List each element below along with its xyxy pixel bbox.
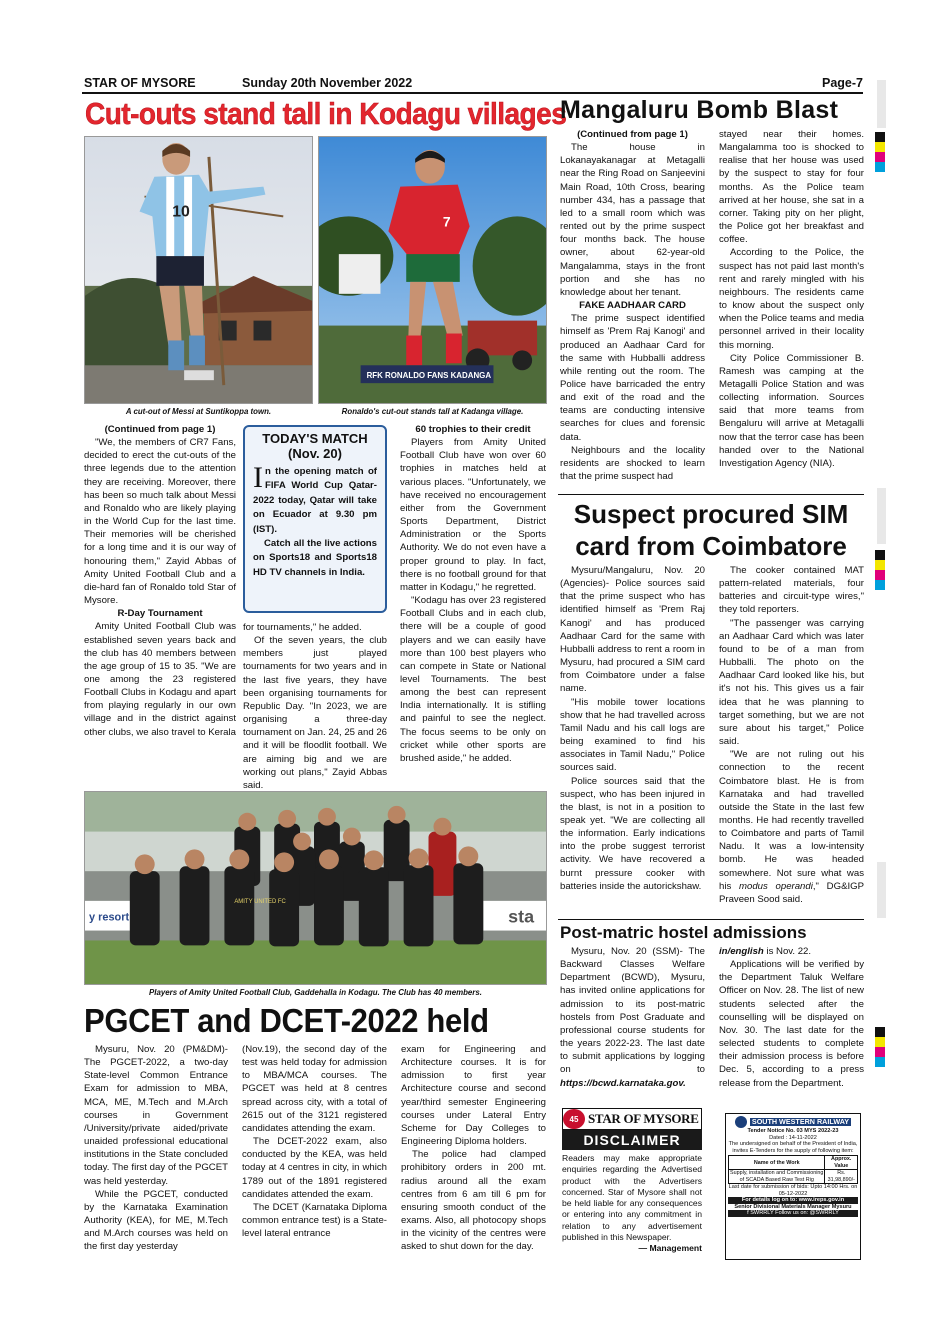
disclaimer-title: DISCLAIMER: [562, 1130, 702, 1150]
drop-cap: I: [253, 461, 263, 494]
cutouts-paragraph: Of the seven years, the club members just played tournaments for two years and in the last five years, they have been organising tournaments for Republic Day. "In 2023, we are organising a three-day tournament on Jan. 24, 25 and 26 and it will be floodlit football. We are aiming big and we are working out plans," Zayid Abbas said.: [243, 635, 388, 791]
tender-signatory: Senior Divisional Materials Manager Mysuru: [734, 1203, 852, 1210]
bomb-paragraph: The prime suspect identified himself as 'Prem Raj Kanogi' and produced an Aadhaar Card for the same with Hubballi address while renting out the room. The Police have barricaded the entry and exit of the road and the teams are conducting intensive searches for clues and forensic data.: [560, 313, 705, 443]
header-rule: [82, 92, 863, 94]
hostel-text: is Nov. 22.: [763, 946, 812, 957]
cutouts-column-2: [243, 621, 387, 792]
team-photo: [84, 791, 547, 985]
pgcet-paragraph: While the PGCET, conducted by the Karnataka Examination Authority (KEA), for ME, M.Tech and M.Arch courses was held on the first day yesterday: [84, 1188, 228, 1253]
divider: [558, 919, 864, 920]
hostel-headline: Post-matric hostel admissions: [560, 923, 807, 942]
tender-date: Dated : 14-11-2022: [769, 1134, 817, 1141]
pgcet-paragraph: The DCET (Karnataka Diploma common entrance test) is a State-level lateral entrance: [242, 1201, 387, 1240]
bomb-paragraph: stayed near their homes. Mangalamma too is shocked to realise that her house was used by the suspect to stay for four months. As the Police team arrived at her house, she sat in a corner. Taking pity on her plight, the Police got her breakfast and coffee.: [719, 129, 864, 246]
messi-cutout-photo: [84, 136, 313, 404]
issue-date: Sunday 20th November 2022: [242, 76, 413, 90]
cutouts-paragraph: "Kodagu has over 23 registered Football Clubs and in each club, there will be a couple of good players and we can easily have more than 100 best players who can compete in State or National level Tournaments. The best among the best can represent India internationally. It is stifling and painful to see the neglect. The focus seems to be only on cricket while other sports are brushed aside," he added.: [400, 595, 546, 764]
cutouts-column-3: [400, 423, 546, 765]
pgcet-paragraph: The DCET-2022 exam, also conducted by the KEA, was held today at 4 centres in city, in which 1789 out of the 1891 registered candidates attended the exam.: [242, 1136, 387, 1200]
print-margin-strip: [877, 488, 886, 544]
subhead-trophies: 60 trophies to their credit: [415, 424, 531, 435]
cutouts-headline: Cut-outs stand tall in Kodagu villages: [85, 96, 567, 131]
page-number: Page-7: [822, 76, 863, 90]
subhead-rday: R-Day Tournament: [117, 608, 203, 620]
divider: [558, 494, 864, 495]
svg-text:10: 10: [172, 203, 190, 221]
sim-headline-line-1: Suspect procured SIM: [573, 499, 849, 529]
bomb-paragraph: The house in Lokanayakanagar at Metagalli near the Ring Road on Sanjeevini Main Road, 10th Cross, bearing number 434, has a passage that led to a small room which was rented out by the prime suspect four months back. The house owner, about 62-year-old Mangalamma, stays in the front portion and she has no knowledge about her tenant.: [560, 142, 705, 298]
hostel-text: Mysuru, Nov. 20 (SSM)- The Backward Classes Welfare Department (BCWD), Mysuru, has invited online applications for admission to its post-matric hostels from Post Graduate and professional course students for the years 2022-23. The last date to submit applications by logging on to: [560, 946, 705, 1076]
color-registration-marks: [875, 132, 885, 172]
sim-italic: modus operandi: [739, 880, 813, 892]
pgcet-paragraph: exam for Engineering and Architecture courses. It is for admission to first year Architecture course and second year/third semester Engineering courses under Lateral Entry Scheme for Day Colleges to Engineering Diploma holders.: [401, 1044, 546, 1148]
svg-text:sta: sta: [508, 906, 535, 927]
tender-col-work: Name of the Work: [729, 1156, 825, 1170]
railway-tender-ad: [725, 1113, 861, 1260]
print-margin-strip: [877, 80, 886, 128]
tender-work: Supply, installation and Commissioning of SCADA Based Raw Test Rig: [730, 1170, 824, 1183]
color-registration-marks: [875, 550, 885, 590]
sim-headline-line-2: card from Coimbatore: [575, 531, 847, 561]
sim-paragraph: [719, 748, 864, 906]
bomb-blast-headline: Mangaluru Bomb Blast: [560, 96, 839, 124]
tender-website[interactable]: For details log on to: www.ireps.gov.in: [728, 1197, 858, 1204]
sim-text: ," DG&IGP Praveen Sood said.: [719, 880, 864, 905]
tender-value: Rs. 31,98,890/-: [825, 1170, 858, 1184]
railway-social-footer: f SWRRLY Follow us on: @SWRRLY: [728, 1210, 858, 1217]
sim-paragraph: "His mobile tower locations show that he had travelled across Tamil Nadu and his call logs are being examined to find his associates in Tamil Nadu," Police sources said.: [560, 696, 705, 774]
tender-last-date: Last date for submission of bids: Upto 14:00 Hrs. on 05-12-2022: [728, 1184, 858, 1197]
cutouts-paragraph: for tournaments," he added.: [243, 622, 362, 633]
ronaldo-cutout-photo: [318, 136, 547, 404]
svg-text:7: 7: [442, 213, 451, 230]
railway-title: SOUTH WESTERN RAILWAY: [751, 1116, 850, 1126]
sim-paragraph: "The passenger was carrying an Aadhaar Card which was later found to be of a man from Hubballi. The photo on the Aadhaar Card looked like his, but it's not his. This gives us a fair idea that he was planning to target something, but we are not sure about his target," Police said.: [719, 617, 864, 748]
pgcet-paragraph: (Nov.19), the second day of the test was held today for admission to MBA/MCA courses. The PGCET was held at 8 centres spread across city, with a total of 2615 out of the 3121 registered candidates attending the exam.: [242, 1044, 387, 1134]
hostel-column-2: [719, 945, 864, 1090]
cutouts-paragraph: Amity United Football Club was established seven years back and the club has 40 members between the age group of 15 to 35. "We are one among the 23 registered Football Clubs in Kodagu and apart from playing regularly in our own village and in the district against other clubs, we also travel to Kerala: [84, 621, 236, 738]
pgcet-column-2: [242, 1043, 387, 1240]
messi-caption: A cut-out of Messi at Suntikoppa town.: [125, 407, 272, 416]
pgcet-paragraph: The police had clamped prohibitory orders in 200 mt. radius around all the exam centres from 6 am till 6 pm for ensuring smooth conduct of the exams. Also, all photocopy shops in the vicinity of the centres were asked to shut down for the day.: [401, 1149, 546, 1253]
todays-match-box: [243, 425, 387, 613]
bomb-column-1: [560, 128, 705, 483]
svg-text:y resort: y resort: [88, 911, 130, 924]
sim-column-1: [560, 564, 705, 893]
bomb-column-2: [719, 128, 864, 470]
disclaimer-logo: STAR OF MYSORE: [588, 1111, 699, 1126]
hostel-url-part-1[interactable]: https://bcwd.karnataka.gov.: [560, 1077, 686, 1089]
continued-label: (Continued from page 1): [104, 424, 216, 435]
newspaper-name: STAR OF MYSORE: [84, 76, 196, 90]
sim-text: "We are not ruling out his connection to the recent Coimbatore blast. He is from Karnataka and had travelled outside the State in the last few months. He had recently travelled to Coimbatore and parts of Tamil Nadu. It was a low-intensity bomb. He was headed somewhere. Not sure what was his: [719, 749, 864, 892]
sim-headline: [558, 498, 864, 562]
sim-column-2: [719, 564, 864, 906]
tender-col-value: Approx. Value: [825, 1156, 858, 1170]
disclaimer-text: Readers may make appropriate enquiries regarding the Advertised product with the Advertisers concerned. Star of Mysore shall not be held liable for any consequences or entering into any commitment in relation to any advertisement published in this Newspaper.: [562, 1153, 702, 1243]
svg-text:RFK RONALDO FANS KADANGA: RFK RONALDO FANS KADANGA: [366, 371, 492, 381]
match-text: n the opening match of FIFA World Cup Qatar-2022 today, Qatar will take on Ecuador at 9.30 pm (IST).: [253, 466, 377, 535]
pgcet-headline: PGCET and DCET-2022 held: [84, 1002, 489, 1039]
pgcet-column-3: [401, 1043, 546, 1254]
disclaimer-box: [562, 1108, 702, 1260]
sim-paragraph: The cooker contained MAT pattern-related materials, four batteries and circuit-type wires," they told reporters.: [719, 565, 864, 616]
subhead-fake-aadhaar: FAKE AADHAAR CARD: [579, 300, 686, 312]
hostel-paragraph: Applications will be verified by the Department Taluk Welfare Officer on Nov. 28. The list of new students selected after the counselling will be displayed on Nov. 30. The last date for the selected students to complete their admission process is before Dec. 5, according to a press release from the Department.: [719, 959, 864, 1089]
team-caption: Players of Amity United Football Club, Gaddehalla in Kodagu. The Club has 40 members.: [149, 988, 482, 997]
continued-label: (Continued from page 1): [577, 129, 688, 140]
color-registration-marks: [875, 1027, 885, 1067]
sim-paragraph: Police sources said that the suspect, who has been injured in the blast, is not in a position to speak yet. "We are collecting all the information. Early indications into the probe suggest terrorist activity. We have recovered a burnt pressure cooker with batteries inside the autorickshaw.: [560, 775, 705, 892]
sim-paragraph: Mysuru/Mangaluru, Nov. 20 (Agencies)- Police sources said that the prime suspect who has identified himself as 'Prem Raj Kanogi' and has produced Aadhaar Card for the same with Hubballi address to rent a room in Mysuru, had procured a SIM card from Coimbatore under a false name.: [560, 565, 705, 695]
tender-intro: The undersigned on behalf of the President of India, invites E-Tenders for the supply of following item:: [728, 1141, 858, 1154]
todays-match-title: TODAY'S MATCH: [262, 431, 368, 446]
print-margin-strip: [877, 862, 886, 918]
cutouts-column-1: [84, 423, 236, 739]
cutouts-paragraph: "We, the members of CR7 Fans, decided to erect the cut-outs of the three legends due to the attention they are receiving. Moreover, there has been so much talk about Messi and Ronaldo who are likely playing in the World Cup for the last time. Their memories will be cherished for a long time and it is our way of honouring them," Zayid Abbas of Amity United Football Club and a die-hard fan of Ronaldo told Star of Mysore.: [84, 437, 236, 607]
bomb-paragraph: Neighbours and the locality residents are shocked to learn that the prime suspect had: [560, 444, 705, 483]
tender-notice-number: Tender Notice No. 03 MYS 2022-23: [747, 1128, 839, 1134]
todays-match-date: (Nov. 20): [288, 446, 342, 461]
pgcet-paragraph: Mysuru, Nov. 20 (PM&DM)- The PGCET-2022, a two-day State-level Common Entrance Exam for admission to MBA, MCA, ME, M.Tech and M.Arch courses in Government /University/private aided/private unaided professional educational institutions in the State concluded today. The first day of the PGCET was held yesterday.: [84, 1044, 228, 1187]
match-broadcast-text: Catch all the live actions on Sports18 and Sports18 HD TV channels in India.: [253, 538, 377, 578]
ronaldo-caption: Ronaldo's cut-out stands tall at Kadanga village.: [341, 407, 524, 416]
bomb-paragraph: According to the Police, the suspect has not paid last month's rent and rarely mingled with his neighbours. The residents came to know about the suspect only when the Police teams and media personnel arrived in their locality this morning.: [719, 247, 864, 351]
cutouts-paragraph: Players from Amity United Football Club have won over 60 trophies in matches held at various places. "Unfortunately, we have received no encouragement either from the Government Sports Department, District Administration or the Sports Authority. We do not even have a proper ground to play. In fact, there is no football ground for that matter in Kodagu," he regretted.: [400, 437, 546, 593]
anniversary-badge-icon: 45: [563, 1109, 585, 1129]
pgcet-column-1: [84, 1043, 228, 1254]
railway-logo-icon: [735, 1116, 747, 1128]
disclaimer-signature: — Management: [638, 1243, 702, 1254]
svg-text:AMITY UNITED FC: AMITY UNITED FC: [234, 898, 286, 905]
hostel-url-part-2[interactable]: in/english: [719, 946, 764, 957]
hostel-column-1: [560, 945, 705, 1090]
bomb-paragraph: City Police Commissioner B. Ramesh was camping at the Metagalli Police Station and was collecting information. Sources said that more teams from Bengaluru will arrive at Metagalli now that the terror case has been handed over to the National Investigation Agency (NIA).: [719, 352, 864, 469]
